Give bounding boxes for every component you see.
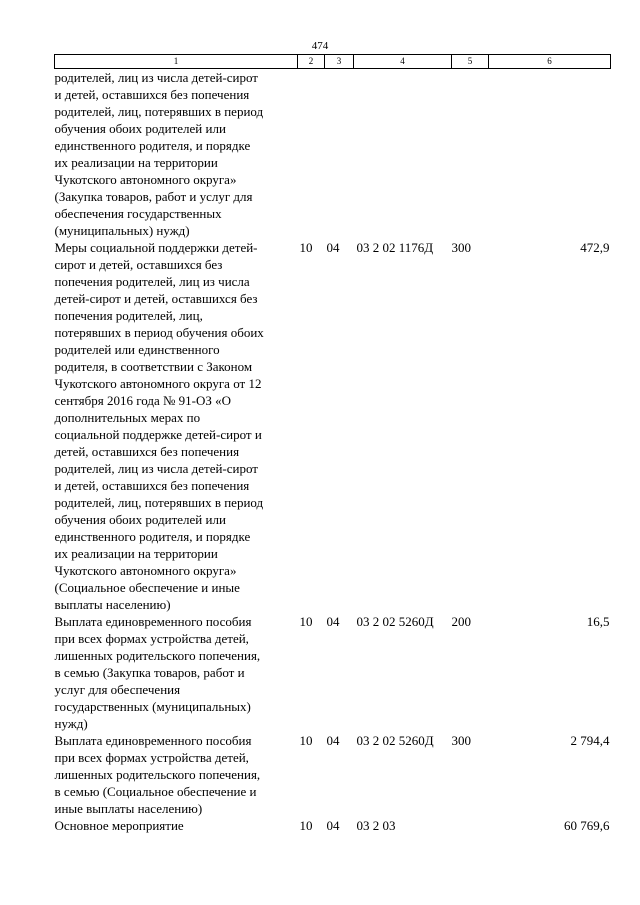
row-target-item bbox=[354, 69, 452, 240]
row-name: родителей, лиц из числа детей-сирот и детей, оставшихся без попечения родителей, лиц, потерявших в период обучения обоих родителей или единственного родителя, и порядке их реализации на территории Чукотского автономного округа» (Закупка товаров, работ и услуг для обеспечения государственных (муниципальных) нужд) bbox=[54, 70, 264, 238]
column-number-header-row bbox=[55, 55, 611, 69]
row-target-item: 03 2 02 1176Д bbox=[356, 240, 434, 255]
table-row bbox=[55, 613, 611, 732]
column-header-target-item: 4 bbox=[354, 55, 452, 69]
row-name: Выплата единовременного пособия при всех формах устройства детей, лишенных родительского попечения, в семью (Закупка товаров, работ и услуг для обеспечения государственных (муниципальных) нужд) bbox=[54, 614, 261, 731]
column-header-section: 2 bbox=[298, 55, 325, 69]
row-name: Меры социальной поддержки детей- сирот и детей, оставшихся без попечения родителей, лиц из числа детей-сирот и детей, оставшихся без попечения родителей, лиц, потерявших в период обучения обоих родителей или единственного родителя, в соответствии с Законом Чукотского автономного округа от 12 сентября 2016 года № 91-ОЗ «О дополнительных мерах по социальной поддержке детей-сирот и детей, оставшихся без попечения родителей, лиц из числа детей-сирот и детей, оставшихся без попечения родителей, лиц, потерявших в период обучения обоих родителей или единственного родителя, и порядке их реализации на территории Чукотского автономного округа» (Социальное обеспечение и иные выплаты населению) bbox=[54, 240, 264, 612]
row-section: 10 bbox=[299, 614, 313, 629]
table-row bbox=[55, 817, 611, 834]
column-header-expense-type: 5 bbox=[452, 55, 489, 69]
row-section: 10 bbox=[299, 240, 313, 255]
page-number: 474 bbox=[311, 40, 329, 52]
row-expense-type: 300 bbox=[451, 733, 471, 748]
row-amount: 60 769,6 bbox=[564, 818, 610, 833]
row-target-item: 03 2 03 bbox=[356, 818, 396, 833]
row-section bbox=[298, 69, 325, 240]
column-header-amount: 6 bbox=[489, 55, 611, 69]
row-expense-type: 300 bbox=[451, 240, 471, 255]
row-amount: 472,9 bbox=[580, 240, 610, 255]
row-amount: 16,5 bbox=[586, 614, 610, 629]
table-row bbox=[55, 732, 611, 817]
row-amount: 2 794,4 bbox=[570, 733, 610, 748]
row-subsection: 04 bbox=[326, 240, 340, 255]
row-subsection: 04 bbox=[326, 614, 340, 629]
row-expense-type: 200 bbox=[451, 614, 471, 629]
row-expense-type bbox=[452, 69, 489, 240]
row-section: 10 bbox=[299, 818, 313, 833]
table-row bbox=[55, 69, 611, 240]
row-section: 10 bbox=[299, 733, 313, 748]
row-target-item: 03 2 02 5260Д bbox=[356, 614, 434, 629]
row-expense-type bbox=[452, 817, 489, 834]
column-header-subsection: 3 bbox=[325, 55, 354, 69]
table-row bbox=[55, 239, 611, 613]
row-subsection: 04 bbox=[326, 733, 340, 748]
row-amount bbox=[489, 69, 611, 240]
budget-table bbox=[54, 54, 611, 834]
row-name: Основное мероприятие bbox=[54, 818, 184, 833]
row-name: Выплата единовременного пособия при всех формах устройства детей, лишенных родительского попечения, в семью (Социальное обеспечение и иные выплаты населению) bbox=[54, 733, 261, 816]
column-header-name: 1 bbox=[55, 55, 298, 69]
row-subsection bbox=[325, 69, 354, 240]
row-subsection: 04 bbox=[326, 818, 340, 833]
row-target-item: 03 2 02 5260Д bbox=[356, 733, 434, 748]
